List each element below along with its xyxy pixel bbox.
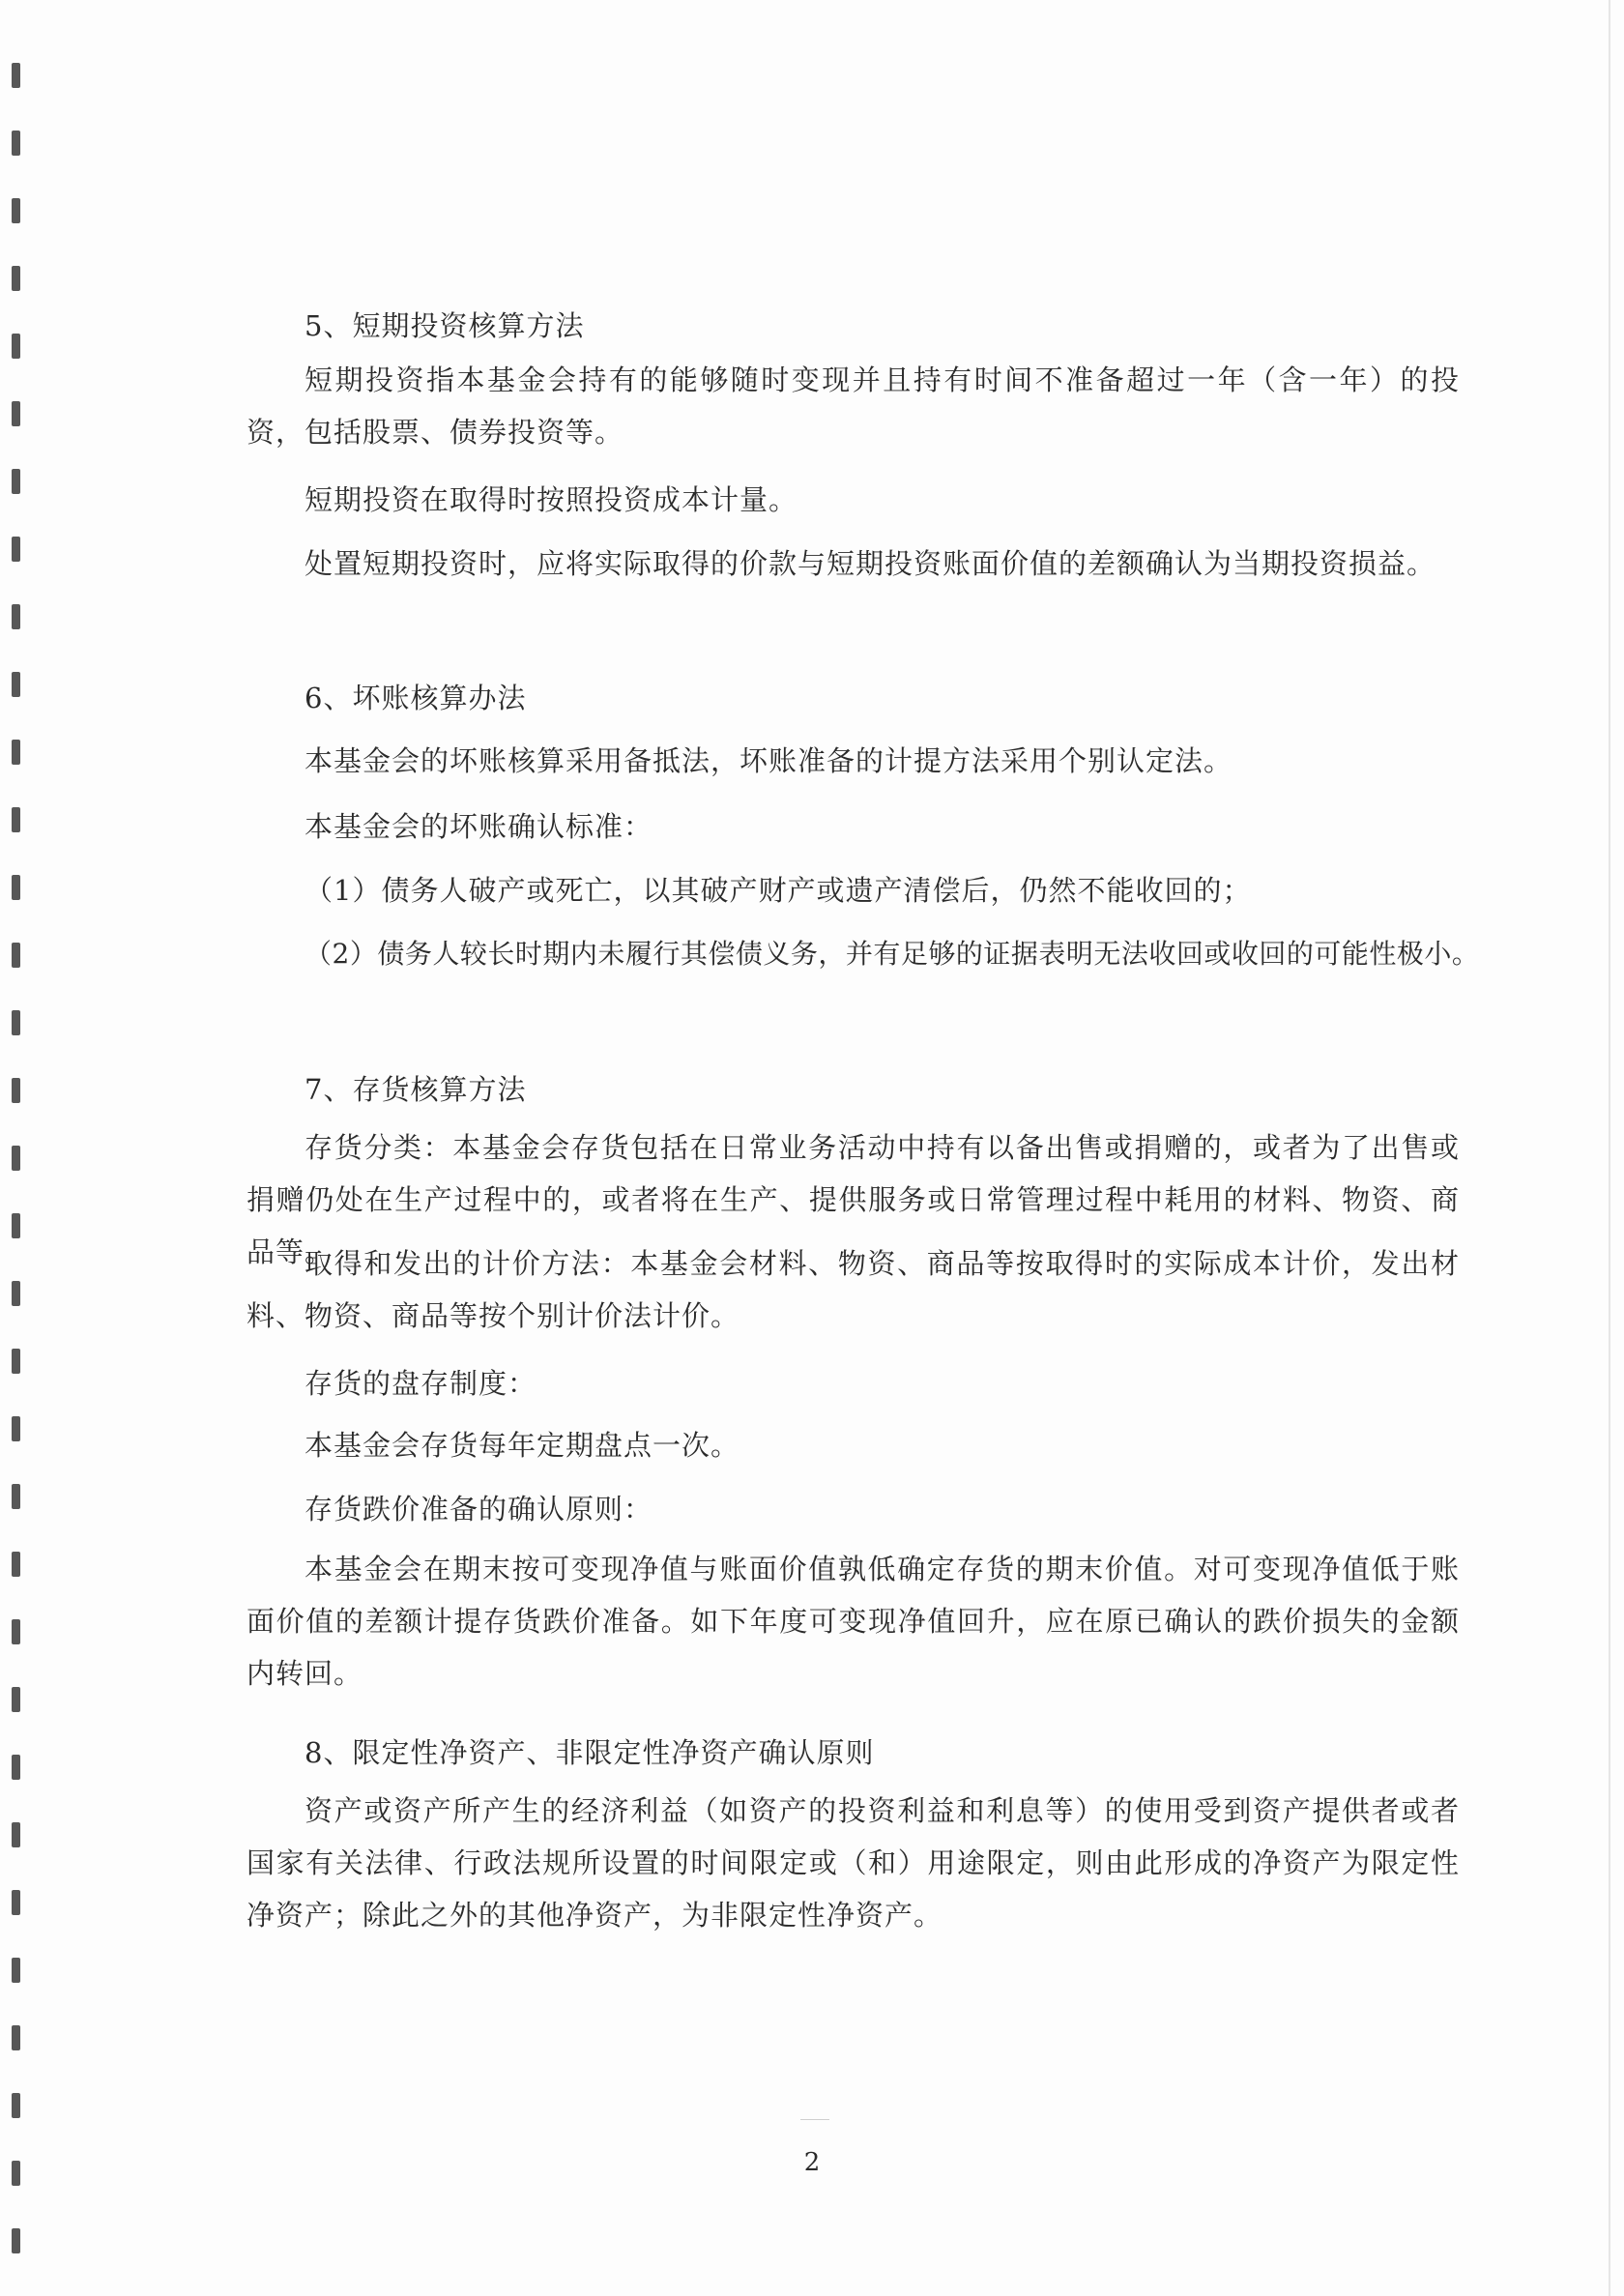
binding-mark (12, 2228, 20, 2253)
binding-mark (12, 1349, 20, 1374)
paragraph: 存货跌价准备的确认原则： (304, 1493, 653, 1526)
binding-mark (12, 401, 20, 426)
binding-mark (12, 2025, 20, 2050)
binding-mark (12, 1484, 20, 1509)
page-edge (1609, 0, 1610, 2296)
binding-mark (12, 2093, 20, 2118)
binding-mark (12, 537, 20, 562)
binding-mark (12, 1416, 20, 1441)
binding-mark (12, 63, 20, 88)
binding-mark (12, 807, 20, 832)
binding-mark (12, 943, 20, 968)
paragraph: 本基金会在期末按可变现净值与账面价值孰低确定存货的期末价值。对可变现净值低于账面价值的差额计提存货跌价准备。如下年度可变现净值回升，应在原已确认的跌价损失的金额内转回。 (246, 1553, 1460, 1690)
paragraph: 资产或资产所产生的经济利益（如资产的投资利益和利息等）的使用受到资产提供者或者国家有关法律、行政法规所设置的时间限定或（和）用途限定，则由此形成的净资产为限定性净资产；除此之外的其他净资产，为非限定性净资产。 (246, 1794, 1460, 1932)
binding-mark (12, 1281, 20, 1306)
binding-mark (12, 1078, 20, 1103)
binding-mark (12, 1755, 20, 1780)
paragraph: 存货分类：本基金会存货包括在日常业务活动中持有以备出售或捐赠的，或者为了出售或捐赠仍处在生产过程中的，或者将在生产、提供服务或日常管理过程中耗用的材料、物资、商品等。 (246, 1131, 1460, 1268)
binding-mark (12, 198, 20, 223)
binding-mark (12, 1213, 20, 1238)
paragraph: 存货的盘存制度： (304, 1367, 537, 1400)
binding-mark (12, 334, 20, 359)
binding-mark (12, 604, 20, 629)
paragraph: 取得和发出的计价方法：本基金会材料、物资、商品等按取得时的实际成本计价，发出材料、物资、商品等按个别计价法计价。 (246, 1247, 1460, 1332)
binding-mark (12, 266, 20, 291)
binding-mark (12, 740, 20, 765)
paragraph: （1）债务人破产或死亡，以其破产财产或遗产清偿后，仍然不能收回的； (304, 874, 1252, 907)
binding-mark (12, 131, 20, 156)
paragraph: 本基金会的坏账核算采用备抵法，坏账准备的计提方法采用个别认定法。 (304, 744, 1233, 777)
paragraph: 短期投资指本基金会持有的能够随时变现并且持有时间不准备超过一年（含一年）的投资，包括股票、债券投资等。 (246, 363, 1460, 449)
page-number-rule (800, 2119, 829, 2120)
binding-mark (12, 469, 20, 494)
binding-holes (8, 58, 46, 2281)
binding-mark (12, 875, 20, 900)
binding-mark (12, 1146, 20, 1171)
section-heading: 5、短期投资核算方法 (304, 309, 585, 342)
section-heading: 7、存货核算方法 (304, 1073, 527, 1106)
section-heading: 8、限定性净资产、非限定性净资产确认原则 (304, 1736, 875, 1769)
binding-mark (12, 1822, 20, 1847)
page-number: 2 (803, 2148, 821, 2177)
paragraph: 处置短期投资时，应将实际取得的价款与短期投资账面价值的差额确认为当期投资损益。 (304, 547, 1436, 580)
binding-mark (12, 1552, 20, 1577)
binding-mark (12, 1890, 20, 1915)
binding-mark (12, 672, 20, 697)
paragraph: （2）债务人较长时期内未履行其偿债义务，并有足够的证据表明无法收回或收回的可能性极小。 (304, 938, 1480, 970)
paragraph: 本基金会存货每年定期盘点一次。 (304, 1429, 740, 1462)
section-heading: 6、坏账核算办法 (304, 682, 527, 714)
binding-mark (12, 1010, 20, 1035)
binding-mark (12, 1958, 20, 1983)
paragraph: 短期投资在取得时按照投资成本计量。 (304, 483, 798, 516)
paragraph: 本基金会的坏账确认标准： (304, 810, 653, 843)
binding-mark (12, 1619, 20, 1644)
binding-mark (12, 1687, 20, 1712)
